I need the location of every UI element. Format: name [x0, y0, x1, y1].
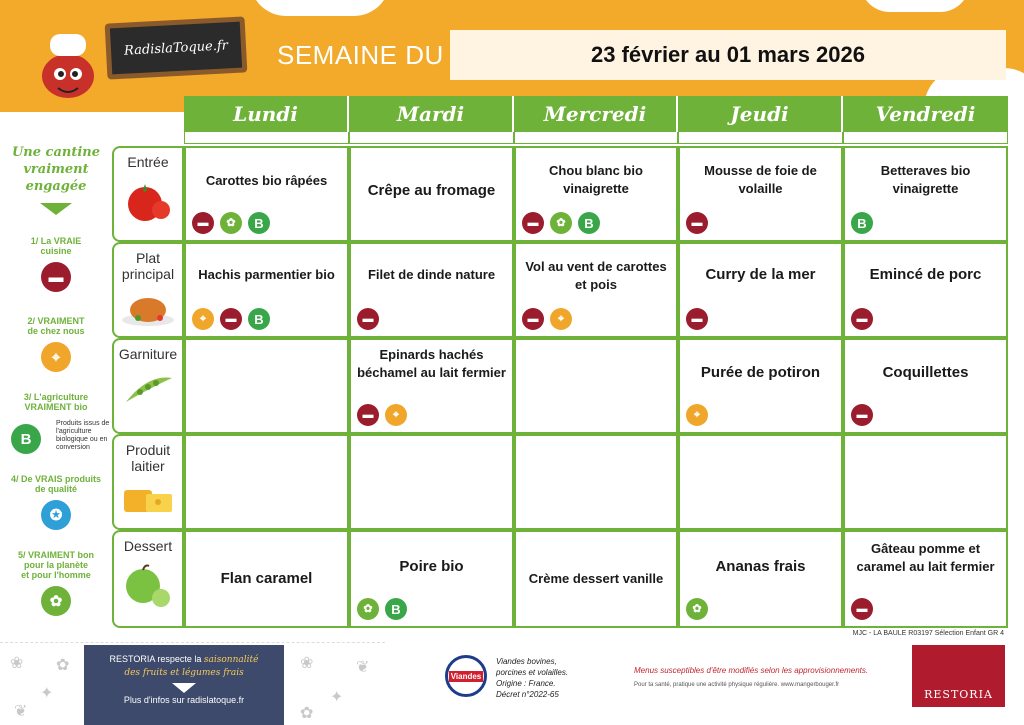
menu-cell: Poire bio ✿ B [349, 530, 514, 628]
local-origin-icon: ⌖ [686, 404, 708, 426]
menu-cell: Ananas frais ✿ [678, 530, 843, 628]
seasonality-banner[interactable]: RESTORIA respecte la saisonnalité des fruits et légumes frais Plus d'infos sur radislatoque.fr [84, 645, 284, 725]
menu-cell: Epinards hachés béchamel au lait fermier ▬ ⌖ [349, 338, 514, 434]
planet-icon: ✿ [550, 212, 572, 234]
down-arrow-icon [40, 203, 72, 215]
radish-mascot-icon [28, 26, 108, 104]
planet-icon: ✿ [357, 598, 379, 620]
down-arrow-icon [172, 683, 196, 693]
vegetable-doodle-icon: ✦ [330, 689, 344, 706]
menu-cell: Curry de la mer ▬ [678, 242, 843, 338]
health-note: Pour ta santé, pratique une activité physique régulière. www.mangerbouger.fr [634, 682, 840, 688]
tomato-icon [125, 178, 171, 222]
cooking-pot-icon: ▬ [41, 262, 71, 292]
menu-cell: Vol au vent de carottes et pois ▬ ⌖ [514, 242, 678, 338]
local-origin-icon: ⌖ [385, 404, 407, 426]
day-header-jeudi: Jeudi [678, 96, 843, 132]
menu-cell: Mousse de foie de volaille ▬ [678, 146, 843, 242]
vegetable-doodle-icon: ✿ [56, 657, 70, 674]
apple-icon [123, 562, 173, 608]
cooking-pot-icon: ▬ [686, 212, 708, 234]
day-header-vendredi: Vendredi [843, 96, 1008, 132]
local-origin-icon: ⌖ [192, 308, 214, 330]
menu-cell [678, 434, 843, 530]
menu-change-note: Menus susceptibles d'être modifiés selon les approvisionnements. [634, 666, 869, 675]
menu-cell [514, 338, 678, 434]
vegetable-doodle-icon: ❦ [14, 703, 28, 720]
menu-cell: Coquillettes ▬ [843, 338, 1008, 434]
menu-cell: Betteraves bio vinaigrette B [843, 146, 1008, 242]
restoria-logo: RESTORIA [912, 645, 1005, 707]
menu-cell: Chou blanc bio vinaigrette ▬ ✿ B [514, 146, 678, 242]
menu-cell: Purée de potiron ⌖ [678, 338, 843, 434]
subheader-cell [843, 132, 1008, 144]
menu-cell [843, 434, 1008, 530]
menu-cell: Emincé de porc ▬ [843, 242, 1008, 338]
menu-cell: Filet de dinde nature ▬ [349, 242, 514, 338]
menu-cell: Carottes bio râpées ▬ ✿ B [184, 146, 349, 242]
vegetable-doodle-icon: ❀ [300, 655, 314, 672]
date-range: 23 février au 01 mars 2026 [450, 30, 1006, 80]
cooking-pot-icon: ▬ [522, 308, 544, 330]
planet-icon: ✿ [220, 212, 242, 234]
bio-icon: B [851, 212, 873, 234]
viandes-francaises-logo: Viandes [445, 655, 487, 697]
category-entree: Entrée [112, 146, 184, 242]
week-label: SEMAINE DU [277, 40, 444, 70]
bio-icon: B [385, 598, 407, 620]
local-origin-icon: ⌖ [41, 342, 71, 372]
roast-chicken-icon [120, 290, 176, 328]
brand-name: RadislaToque.fr [105, 16, 248, 79]
category-garniture: Garniture [112, 338, 184, 434]
cooking-pot-icon: ▬ [192, 212, 214, 234]
menu-grid [112, 96, 1008, 628]
menu-cell [184, 434, 349, 530]
engagement-item: 1/ La VRAIE cuisine ▬ [0, 236, 112, 292]
category-dessert: Dessert [112, 530, 184, 628]
menu-cell: Crêpe au fromage [349, 146, 514, 242]
info-link[interactable]: Plus d'infos sur radislatoque.fr [123, 695, 245, 705]
cheese-icon [120, 482, 176, 516]
day-header-mardi: Mardi [349, 96, 514, 132]
menu-reference: MJC - LA BAULE R03197 Sélection Enfant GR 4 [852, 630, 1004, 637]
engagement-item: 4/ De VRAIS produits de qualité ✪ [0, 474, 112, 530]
menu-cell [514, 434, 678, 530]
menu-cell [184, 338, 349, 434]
bio-icon: B [578, 212, 600, 234]
cooking-pot-icon: ▬ [851, 404, 873, 426]
brand-logo[interactable] [18, 8, 238, 108]
cooking-pot-icon: ▬ [220, 308, 242, 330]
cooking-pot-icon: ▬ [357, 404, 379, 426]
vegetable-doodle-icon: ✦ [40, 685, 54, 702]
menu-cell: Hachis parmentier bio ⌖ ▬ B [184, 242, 349, 338]
day-header-mercredi: Mercredi [514, 96, 678, 132]
cooking-pot-icon: ▬ [357, 308, 379, 330]
engagement-panel [0, 140, 112, 620]
panel-title: Une cantine vraiment engagée [11, 145, 101, 194]
meat-origin-note: Viandes bovines, porcines et volailles. Origine : France. Décret n°2022-65 [496, 657, 569, 699]
engagement-item: 3/ L'agriculture VRAIMENT bio B Produits issus de l'agriculture biologique ou en conversion [0, 392, 112, 454]
category-laitier: Produit laitier [112, 434, 184, 530]
engagement-item: 5/ VRAIMENT bon pour la planète et pour l'homme ✿ [0, 550, 112, 616]
bio-icon: B [11, 424, 41, 454]
cooking-pot-icon: ▬ [522, 212, 544, 234]
day-header-lundi: Lundi [184, 96, 349, 132]
vegetable-doodle-icon: ❦ [356, 659, 370, 676]
cooking-pot-icon: ▬ [686, 308, 708, 330]
bio-icon: B [248, 212, 270, 234]
menu-cell: Flan caramel [184, 530, 349, 628]
cooking-pot-icon: ▬ [851, 308, 873, 330]
menu-cell [349, 434, 514, 530]
planet-icon: ✿ [41, 586, 71, 616]
subheader-cell [184, 132, 349, 144]
cooking-pot-icon: ▬ [851, 598, 873, 620]
vegetable-doodle-icon: ❀ [10, 655, 24, 672]
menu-cell: Gâteau pomme et caramel au lait fermier ▬ [843, 530, 1008, 628]
bio-note: Produits issus de l'agriculture biologique ou en conversion [56, 420, 110, 451]
category-plat: Plat principal [112, 242, 184, 338]
peas-icon [120, 370, 176, 408]
engagement-item: 2/ VRAIMENT de chez nous ⌖ [0, 316, 112, 372]
local-origin-icon: ⌖ [550, 308, 572, 330]
subheader-cell [678, 132, 843, 144]
subheader-cell [514, 132, 678, 144]
menu-cell: Crème dessert vanille [514, 530, 678, 628]
vegetable-doodle-icon: ✿ [300, 705, 314, 722]
quality-ribbon-icon: ✪ [41, 500, 71, 530]
bio-icon: B [248, 308, 270, 330]
subheader-cell [349, 132, 514, 144]
planet-icon: ✿ [686, 598, 708, 620]
